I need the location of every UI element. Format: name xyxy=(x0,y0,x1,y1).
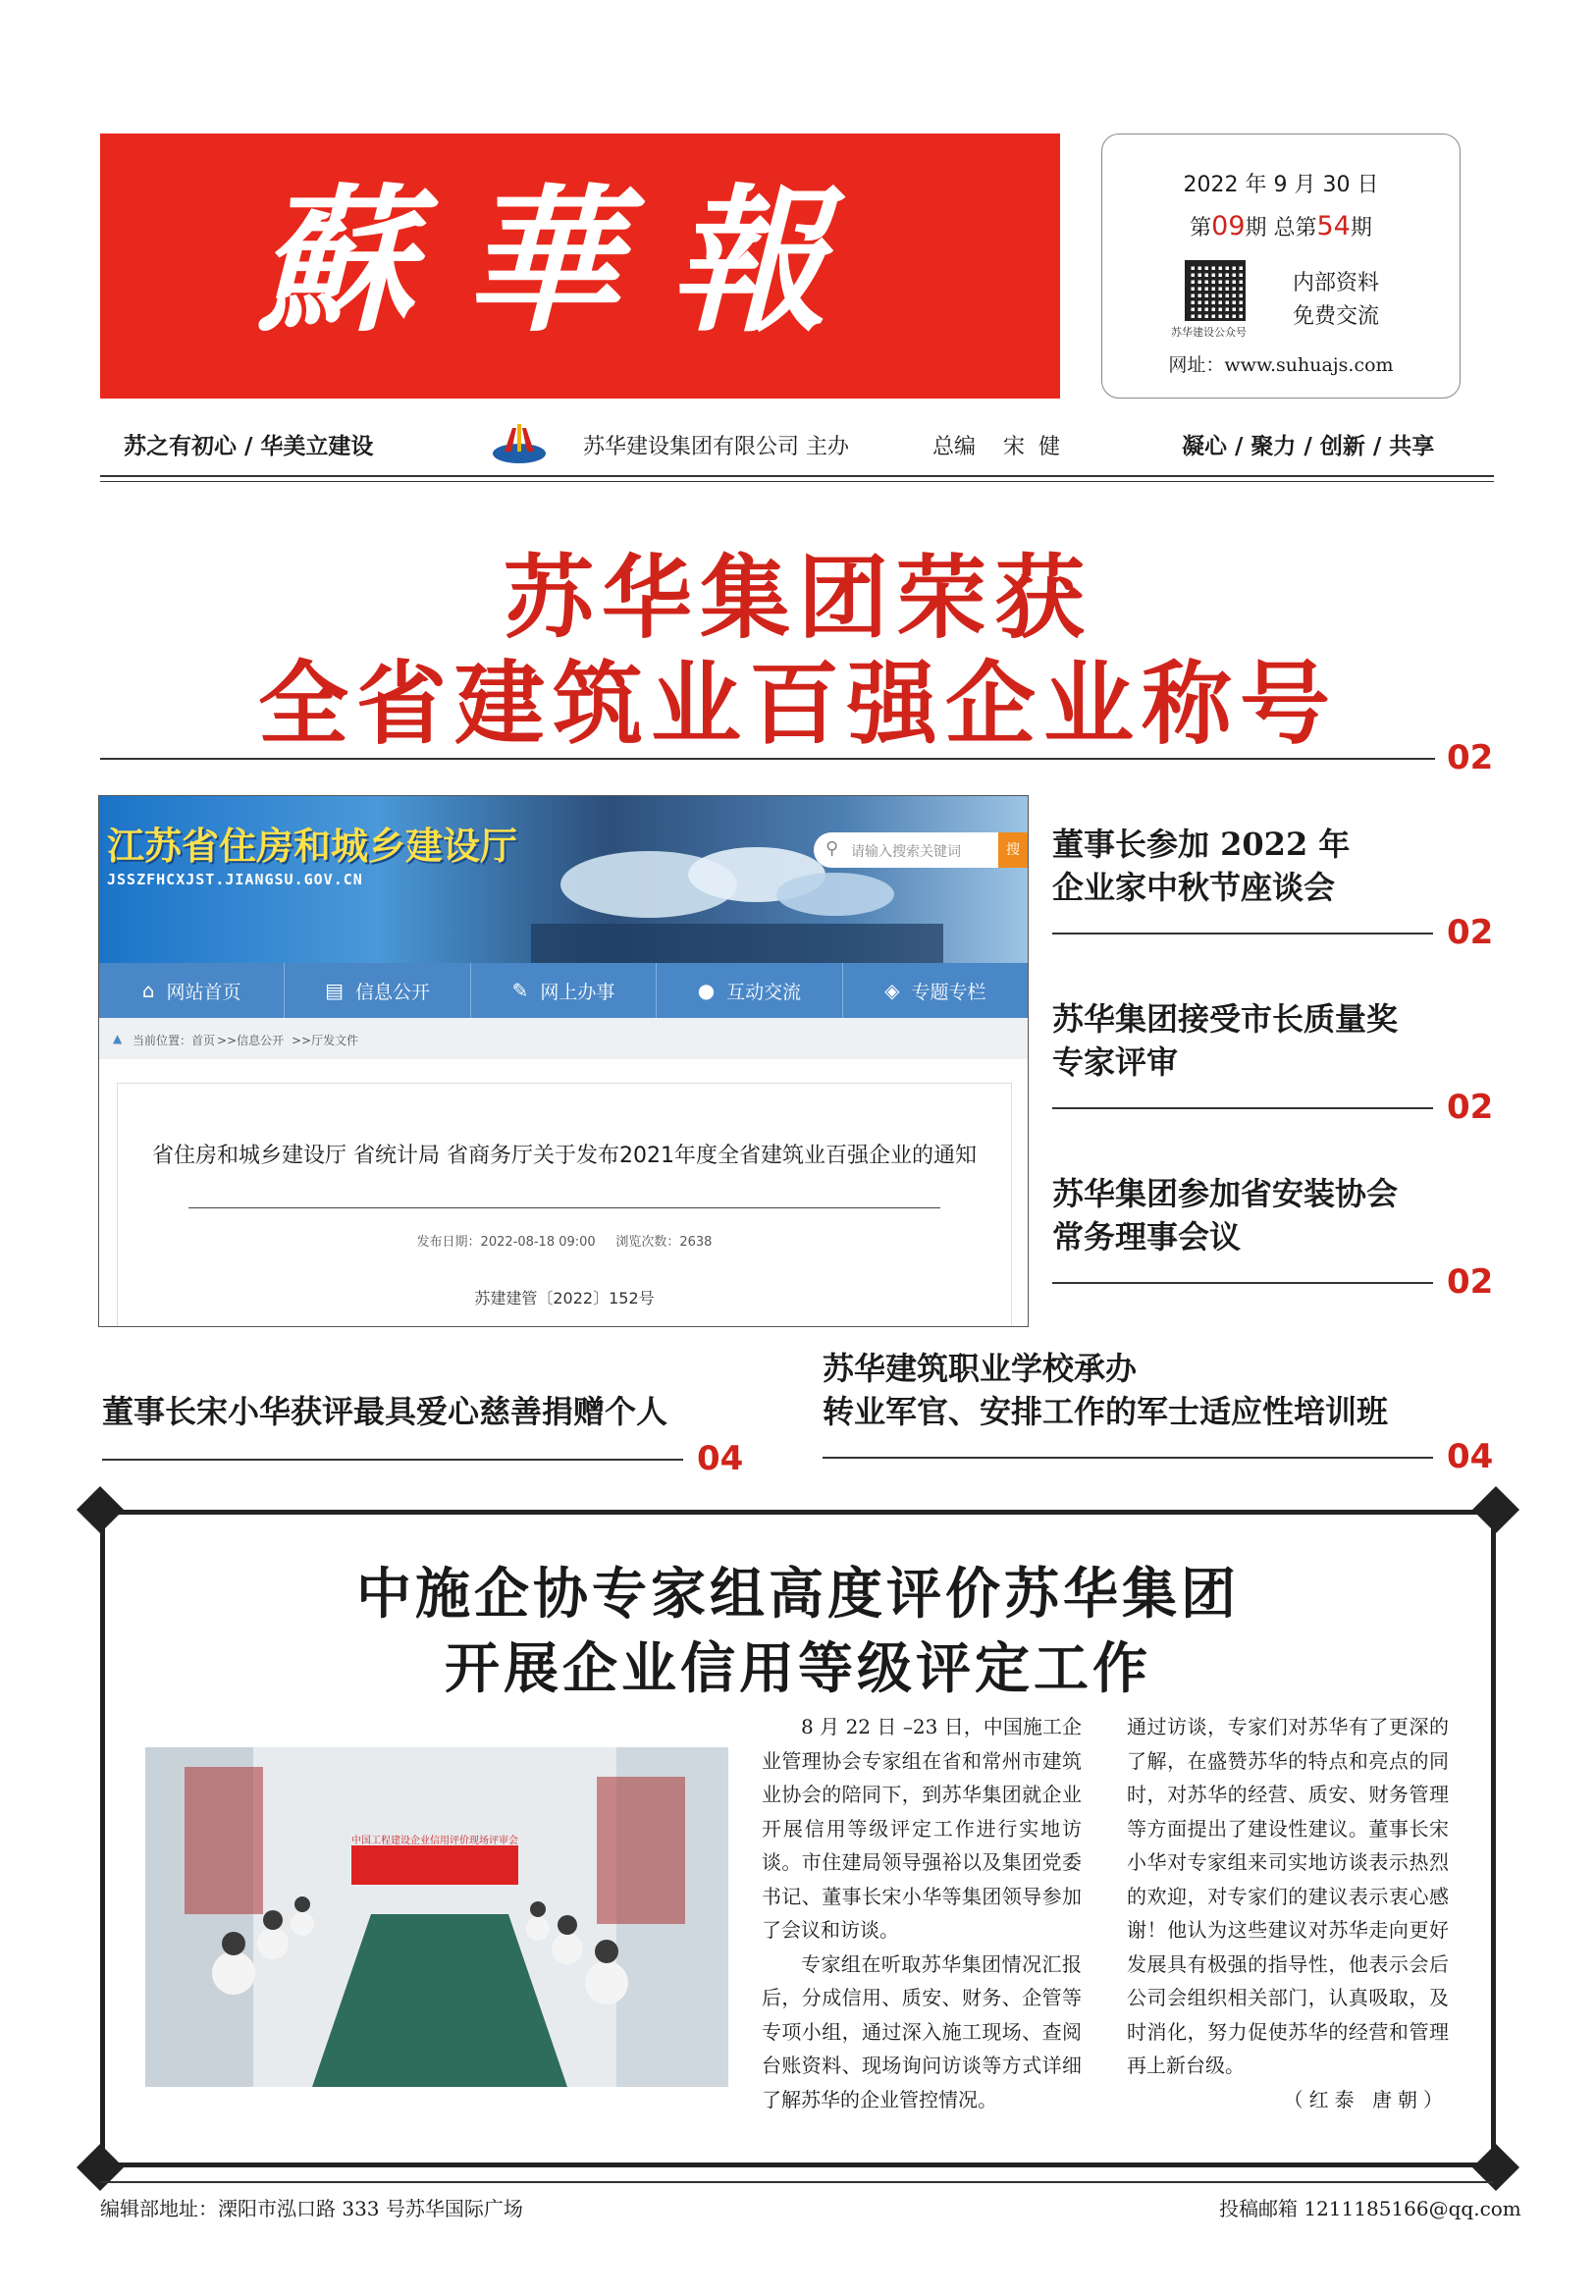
meeting-photo-illustration xyxy=(145,1747,728,2087)
nav-label: 互动交流 xyxy=(726,981,802,1003)
side-article-title: 常务理事会议 xyxy=(1052,1218,1242,1255)
frame-corner xyxy=(77,1486,124,1533)
nav-label: 网站首页 xyxy=(166,981,241,1003)
divider xyxy=(823,1457,1433,1459)
divider xyxy=(100,481,1494,482)
footer-email[interactable]: 投稿邮箱 1211185166@qq.com xyxy=(1219,2197,1521,2220)
site-banner xyxy=(99,796,1028,963)
paragraph: 专家组在听取苏华集团情况汇报后，分成信用、质安、财务、企管等专项小组，通过深入施工现场、查阅台账资料、现场询问访谈等方式详细了解苏华的企业管控情况。 xyxy=(762,1951,1082,2111)
page-ref: 02 xyxy=(1447,1088,1494,1127)
divider xyxy=(1052,933,1433,934)
side-article-title: 董事长参加 2022 年 xyxy=(1052,826,1351,863)
site-nav xyxy=(99,963,1028,1018)
photo-banner-text: 中国工程建设企业信用评价现场评审会 xyxy=(351,1836,518,1846)
meeting-photo xyxy=(145,1747,728,2087)
divider xyxy=(1052,1107,1433,1109)
home-icon: ⌂ xyxy=(141,979,155,1002)
info-note-1: 内部资料 xyxy=(1293,271,1380,295)
page-ref: 02 xyxy=(1447,913,1494,952)
info-note-2: 免费交流 xyxy=(1293,304,1380,329)
document-title: 省住房和城乡建设厅 省统计局 省商务厅关于发布2021年度全省建筑业百强企业的通知 xyxy=(152,1144,977,1168)
document-icon: ▤ xyxy=(325,979,345,1002)
slogan-right: 凝心 / 聚力 / 创新 / 共享 xyxy=(1182,433,1435,459)
divider xyxy=(102,1459,683,1461)
issue-suffix: 期 xyxy=(1350,216,1372,240)
page-ref: 02 xyxy=(1447,738,1494,777)
frame-corner xyxy=(1472,1486,1519,1533)
row-article-right[interactable] xyxy=(823,1347,1388,1433)
newspaper-title: 蘇華報 xyxy=(257,169,877,353)
search-icon: ⚲ xyxy=(825,838,839,859)
side-article-title: 苏华集团接受市长质量奖 xyxy=(1052,1000,1399,1038)
feature-column-2 xyxy=(1127,1710,1449,2116)
site-search-button[interactable]: 搜 xyxy=(998,832,1028,868)
divider xyxy=(100,475,1494,477)
divider xyxy=(100,758,1435,760)
breadcrumb-files[interactable]: >>厅发文件 xyxy=(292,1034,359,1047)
layers-icon: ◈ xyxy=(884,979,900,1002)
feature-title-line-1: 中施企协专家组高度评价苏华集团 xyxy=(356,1562,1240,1627)
issue-prefix: 第 xyxy=(1190,216,1212,240)
page-ref: 02 xyxy=(1447,1262,1494,1302)
document-number: 苏建建管〔2022〕152号 xyxy=(474,1289,655,1308)
nav-services[interactable] xyxy=(471,963,657,1018)
search-placeholder: 请输入搜索关键词 xyxy=(851,844,961,860)
qr-caption: 苏华建设公众号 xyxy=(1171,326,1247,339)
qr-code xyxy=(1185,260,1246,321)
nav-topics[interactable] xyxy=(843,963,1028,1018)
website-screenshot xyxy=(98,795,1029,1327)
side-article-title: 专家评审 xyxy=(1052,1043,1179,1081)
masthead-banner xyxy=(100,133,1060,399)
document-panel xyxy=(117,1083,1012,1327)
divider xyxy=(1052,1282,1433,1284)
byline: （红泰 唐朝） xyxy=(1283,2087,1449,2111)
row-article-title: 苏华建筑职业学校承办 xyxy=(823,1350,1138,1387)
issue-total: 54 xyxy=(1316,211,1351,241)
feature-title-line-2: 开展企业信用等级评定工作 xyxy=(445,1636,1151,1701)
paragraph: 通过访谈，专家们对苏华有了更深的了解，在盛赞苏华的特点和亮点的同时，对苏华的经营、质安、财务管理等方面提出了建设性建议。董事长宋小华对专家组来司实地访谈表示热烈的欢迎，对专家们的建议表示衷心感谢！他认为这些建议对苏华走向更好发展具有极强的指导性，他表示会后公司会组织相关部门，认真吸取，及时消化，努力促使苏华的经营和管理再上新台级。 xyxy=(1127,1715,1449,2077)
divider xyxy=(100,2181,1494,2183)
footer-address: 编辑部地址：溧阳市泓口路 333 号苏华国际广场 xyxy=(100,2197,523,2220)
breadcrumb-info[interactable]: >>信息公开 xyxy=(217,1034,285,1047)
frame-corner xyxy=(1472,2144,1519,2191)
nav-label: 专题专栏 xyxy=(911,981,986,1003)
side-article-title: 苏华集团参加省安装协会 xyxy=(1052,1175,1399,1212)
feature-column-1 xyxy=(762,1710,1082,2116)
form-icon: ✎ xyxy=(511,979,529,1002)
breadcrumb-home[interactable]: 当前位置：首页 xyxy=(133,1034,216,1047)
paragraph: 8 月 22 日 –23 日，中国施工企业管理协会专家组在省和常州市建筑业协会的陪同下，到苏华集团就企业开展信用等级评定工作进行实地访谈。市住建局领导强裕以及集团党委书记、董事长宋小华等集团领导参加了会议和访谈。 xyxy=(762,1715,1082,1942)
row-article-title: 转业军官、安排工作的军士适应性培训班 xyxy=(823,1393,1389,1430)
website-address: 网址：www.suhuajs.com xyxy=(1168,354,1394,376)
nav-home[interactable] xyxy=(99,963,285,1018)
location-icon: ▲ xyxy=(113,1032,123,1045)
site-name: 江苏省住房和城乡建设厅 xyxy=(107,825,518,868)
issue-date: 2022 年 9 月 30 日 xyxy=(1183,173,1379,197)
document-meta: 发布日期：2022-08-18 09:00 浏览次数：2638 xyxy=(416,1235,713,1250)
row-article-left[interactable]: 董事长宋小华获评最具爱心慈善捐赠个人 xyxy=(102,1393,668,1430)
divider xyxy=(188,1207,940,1208)
slogan-left: 苏之有初心 / 华美立建设 xyxy=(124,433,374,459)
issue-number xyxy=(1102,211,1460,241)
company-logo-icon xyxy=(491,422,548,465)
chat-icon: ● xyxy=(697,979,716,1002)
side-article-2[interactable] xyxy=(1052,997,1398,1084)
nav-info[interactable] xyxy=(285,963,470,1018)
page-ref: 04 xyxy=(1447,1437,1494,1476)
issue-mid: 期 总第 xyxy=(1245,216,1317,240)
site-url: JSSZFHCXJST.JIANGSU.GOV.CN xyxy=(107,871,363,888)
headline-line-1: 苏华集团荣获 xyxy=(503,545,1092,651)
publisher-text: 苏华建设集团有限公司 主办 xyxy=(583,435,849,459)
nav-label: 信息公开 xyxy=(355,981,431,1003)
nav-label: 网上办事 xyxy=(540,981,615,1003)
nav-interaction[interactable] xyxy=(657,963,842,1018)
site-search-input[interactable] xyxy=(814,832,998,868)
side-article-title: 企业家中秋节座谈会 xyxy=(1052,869,1336,906)
page-ref: 04 xyxy=(697,1439,744,1478)
side-article-1[interactable] xyxy=(1052,823,1350,909)
issue-no: 09 xyxy=(1211,211,1246,241)
frame-corner xyxy=(77,2144,124,2191)
issue-info-box xyxy=(1101,133,1461,399)
side-article-3[interactable] xyxy=(1052,1172,1398,1258)
chief-editor: 总编 宋 健 xyxy=(932,435,1060,459)
breadcrumb xyxy=(99,1018,1028,1059)
headline-line-2: 全省建筑业百强企业称号 xyxy=(257,651,1338,757)
